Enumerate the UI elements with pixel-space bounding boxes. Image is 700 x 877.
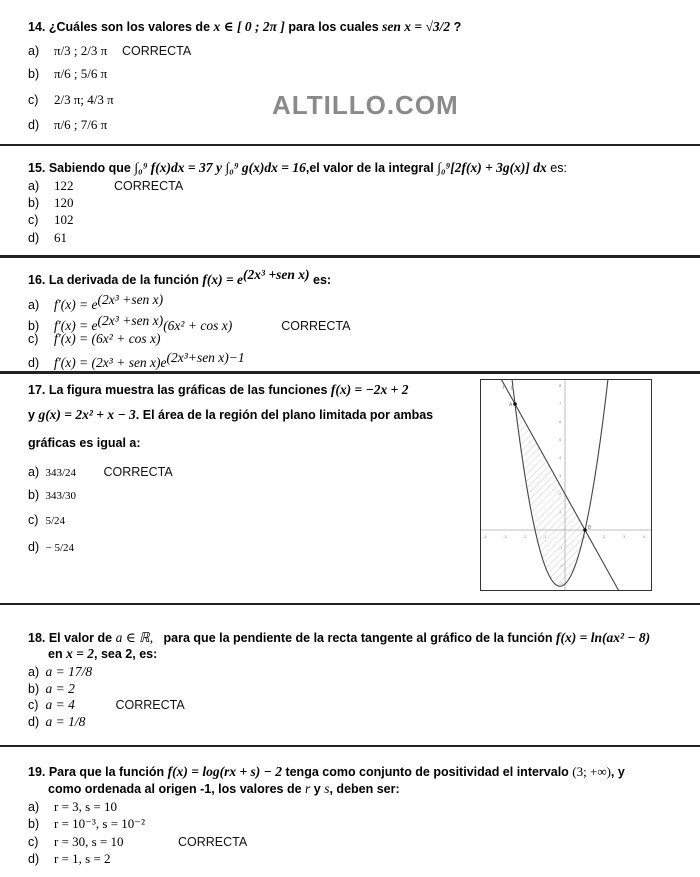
q19-text: 19. Para que la función: [28, 765, 165, 779]
q17-y: y: [28, 408, 35, 422]
correct-mark: CORRECTA: [178, 835, 248, 849]
option-letter: a): [28, 465, 40, 479]
q16-function: f(x) = e: [202, 272, 244, 288]
option-letter: b): [28, 319, 40, 334]
option-letter: b): [28, 488, 40, 502]
q15-y: y: [215, 160, 222, 175]
q19-text5: , deben ser:: [329, 782, 400, 796]
option-factor: (6x² + cos x): [163, 318, 233, 334]
x-tick-label: -2: [523, 534, 527, 539]
q18-x: x = 2: [66, 646, 95, 661]
option-letter: d): [28, 356, 40, 371]
curve-f-label: f: [503, 385, 505, 391]
y-tick-label: -1: [559, 545, 563, 550]
q15-option-b: [28, 195, 74, 211]
divider: [0, 144, 700, 146]
q14-end: ?: [453, 20, 462, 34]
q19-option-d: [28, 851, 111, 867]
option-letter: b): [28, 67, 40, 81]
point-b-label: B: [588, 525, 592, 531]
q17-f: f(x) = −2x + 2: [330, 382, 409, 397]
point-a: [513, 402, 517, 406]
option-value: f′(x) = (2x³ + sen x)e: [54, 355, 167, 371]
q14-option-c: [28, 92, 114, 108]
q15-option-a: [28, 178, 183, 194]
question-17-line2: [28, 407, 433, 423]
option-value: 122: [54, 178, 74, 193]
q18-text3: , sea 2, es:: [94, 647, 158, 661]
question-16-title: [28, 267, 331, 288]
q17-g: g(x) = 2x² + x − 3: [38, 407, 136, 422]
q18-option-d: [28, 714, 85, 730]
option-value: a = 2: [45, 681, 75, 696]
q15-end: es:: [550, 161, 567, 175]
y-tick-label: 4: [559, 455, 562, 460]
q18-text: 18. El valor de: [28, 631, 113, 645]
y-tick-label: -3: [559, 581, 563, 586]
q18-f: f(x) = ln(ax² − 8): [556, 630, 651, 645]
option-letter: d): [28, 118, 40, 132]
question-17-line1: [28, 382, 408, 398]
correct-mark: CORRECTA: [281, 319, 351, 334]
q17-option-a: [28, 464, 173, 481]
q16-exponent: (2x³ +sen x): [243, 267, 310, 282]
option-letter: d): [28, 540, 40, 554]
q15-option-d: [28, 230, 67, 246]
option-value: 120: [54, 195, 74, 210]
x-tick-label: -4: [483, 534, 487, 539]
q16-end: es:: [313, 273, 332, 288]
q15-integral-f: ∫₀⁹ f(x)dx = 37: [134, 160, 213, 175]
option-letter: c): [28, 835, 39, 849]
q14-option-d: [28, 117, 107, 133]
option-value: 61: [54, 230, 67, 245]
q19-text3: , y: [610, 765, 625, 779]
correct-mark: CORRECTA: [103, 465, 173, 479]
q19-option-a: [28, 799, 117, 815]
option-value: a = 4: [45, 697, 75, 712]
q14-eq: sen x = √3/2: [382, 19, 451, 34]
q19-interval: (3; +∞): [572, 764, 611, 779]
option-value: r = 30, s = 10: [54, 834, 124, 849]
question-14-title: [28, 19, 461, 35]
option-value: f′(x) = e: [54, 297, 98, 313]
option-letter: c): [28, 93, 39, 107]
q14-mid: para los cuales: [288, 20, 379, 34]
question-18-line2: [48, 646, 157, 662]
q17-option-c: [28, 512, 65, 529]
point-b: [583, 528, 587, 532]
option-exponent: (2x³ +sen x): [97, 313, 164, 328]
correct-mark: CORRECTA: [114, 179, 184, 193]
q14-interval: x ∈ [ 0 ; 2π ]: [213, 19, 285, 34]
question-15-title: [28, 160, 567, 176]
y-tick-label: 1: [559, 509, 562, 514]
y-tick-label: 8: [559, 383, 562, 388]
correct-mark: CORRECTA: [122, 44, 192, 58]
q15-text: 15. Sabiendo que: [28, 161, 131, 175]
divider: [0, 371, 700, 374]
option-letter: a): [28, 44, 40, 58]
question-17-line3: gráficas es igual a:: [28, 436, 141, 450]
q14-text: 14. ¿Cuáles son los valores de: [28, 20, 211, 34]
q19-s: s: [324, 781, 330, 796]
option-value: f′(x) = (6x² + cos x): [54, 331, 161, 346]
option-letter: a): [28, 298, 40, 313]
option-exponent: (2x³ +sen x): [97, 292, 164, 307]
option-letter: a): [28, 665, 40, 679]
y-tick-label: 5: [559, 437, 562, 442]
q15-integral: ∫₀⁹[2f(x) + 3g(x)] dx: [437, 160, 547, 175]
y-tick-label: 7: [559, 401, 562, 406]
option-letter: b): [28, 682, 40, 696]
point-a-label: A: [509, 402, 513, 408]
y-tick-label: 6: [559, 419, 562, 424]
option-value: a = 1/8: [45, 714, 86, 729]
option-value: π/6 ; 7/6 π: [54, 117, 108, 132]
option-value: 2/3 π; 4/3 π: [54, 92, 114, 107]
x-tick-label: 2: [603, 534, 606, 539]
y-tick-label: 2: [559, 491, 562, 496]
q18-text2: para que la pendiente de la recta tangente al gráfico de la función: [163, 631, 553, 645]
q14-option-b: [28, 66, 107, 82]
q14-option-a: [28, 43, 191, 59]
correct-mark: CORRECTA: [115, 698, 185, 712]
divider: [0, 255, 700, 258]
q19-text2: tenga como conjunto de positividad el intervalo: [285, 765, 569, 779]
x-tick-label: 3: [623, 534, 626, 539]
option-value: a = 17/8: [45, 664, 93, 679]
q18-option-a: [28, 664, 92, 680]
q16-option-d: [28, 350, 245, 371]
option-value: π/3 ; 2/3 π: [54, 43, 108, 58]
q19-option-b: [28, 816, 145, 832]
q17-option-d: [28, 539, 74, 556]
option-letter: c): [28, 213, 39, 227]
q18-en: en: [48, 647, 63, 661]
option-value: f′(x) = e: [54, 318, 98, 334]
option-letter: b): [28, 817, 40, 831]
y-tick-label: 3: [559, 473, 562, 478]
option-letter: c): [28, 332, 39, 346]
option-value: r = 1, s = 2: [54, 851, 111, 866]
q18-option-b: [28, 681, 75, 697]
option-value: r = 10⁻³, s = 10⁻²: [54, 816, 146, 831]
option-letter: d): [28, 231, 40, 245]
option-letter: b): [28, 196, 40, 210]
q19-y: y: [313, 782, 321, 796]
option-value: π/6 ; 5/6 π: [54, 66, 108, 81]
option-letter: c): [28, 513, 39, 527]
q16-text: 16. La derivada de la función: [28, 273, 199, 288]
question-19-line1: [28, 764, 625, 780]
option-letter: a): [28, 179, 40, 193]
question-18-line1: [28, 630, 650, 646]
q15-integral-g: ∫₀⁹ g(x)dx = 16: [225, 160, 306, 175]
q19-text4: como ordenada al origen -1, los valores de: [48, 782, 302, 796]
option-exponent: (2x³+sen x)−1: [166, 350, 245, 365]
q16-option-a: [28, 292, 163, 313]
q18-option-c: [28, 697, 185, 713]
curve-g-label: g: [511, 385, 514, 391]
q17-text: 17. La figura muestra las gráficas de las funciones: [28, 383, 328, 397]
x-tick-label: -1: [543, 534, 547, 539]
q15-option-c: [28, 212, 74, 228]
watermark: ALTILLO.COM: [272, 90, 459, 120]
option-value: r = 3, s = 10: [54, 799, 118, 814]
function-graph-figure: [480, 379, 652, 591]
q17-option-b: [28, 487, 76, 504]
option-letter: a): [28, 800, 40, 814]
q18-a: a ∈ ℝ,: [115, 630, 154, 645]
x-tick-label: -3: [503, 534, 507, 539]
divider: [0, 603, 700, 605]
q19-f: f(x) = log(rx + s) − 2: [167, 764, 282, 779]
q19-r: r: [305, 781, 311, 796]
question-19-line2: [48, 781, 400, 797]
y-tick-label: -2: [559, 563, 563, 568]
q19-option-c: [28, 834, 247, 850]
x-tick-label: 4: [643, 534, 646, 539]
option-value: 5/24: [45, 515, 66, 527]
option-value: − 5/24: [45, 542, 74, 554]
q16-option-c: [28, 331, 161, 347]
divider: [0, 745, 700, 747]
option-value: 102: [54, 212, 74, 227]
option-letter: d): [28, 715, 40, 729]
x-tick-label: 1: [583, 534, 586, 539]
q17-text2: . El área de la región del plano limitada por ambas: [135, 408, 434, 422]
option-value: 343/30: [45, 490, 77, 502]
option-letter: d): [28, 852, 40, 866]
option-letter: c): [28, 698, 39, 712]
option-value: 343/24: [45, 467, 77, 479]
q15-mid: ,el valor de la integral: [305, 161, 434, 175]
